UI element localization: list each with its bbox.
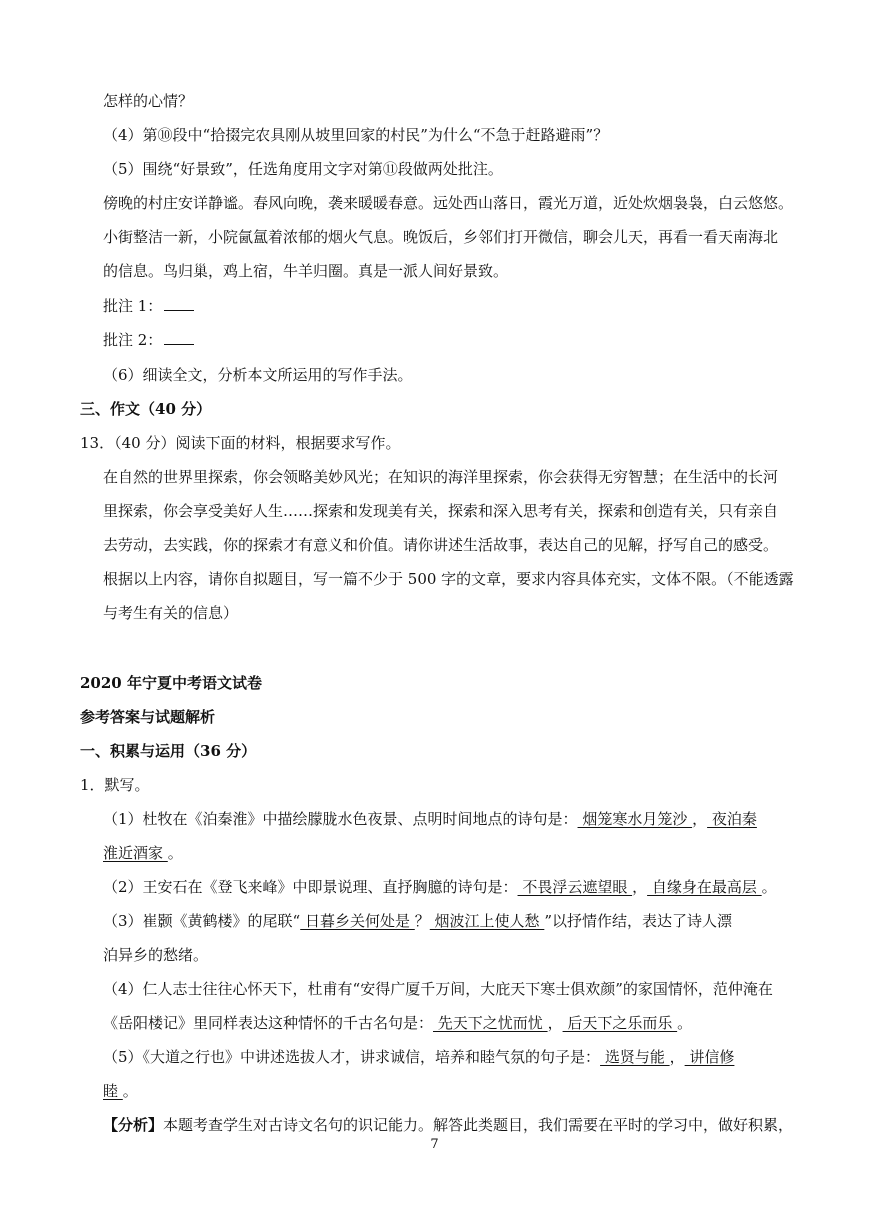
note-2-blank[interactable] xyxy=(164,330,194,345)
answers-title: 2020 年宁夏中考语文试卷 xyxy=(80,674,262,692)
question-5: （5）围绕“好景致”，任选角度用文字对第⑪段做两处批注。 xyxy=(103,160,503,178)
answer-3-line-2: 泊异乡的愁绪。 xyxy=(103,946,209,964)
answer-3-blank-1: 日暮乡关何处是 xyxy=(300,912,415,930)
material-line-2: 里探索，你会享受美好人生……探索和发现美有关，探索和深入思考有关，探索和创造有关，只有亲自 xyxy=(103,502,779,520)
analysis-text: 本题考查学生对古诗文名句的识记能力。解答此类题目，我们需要在平时的学习中，做好积累， xyxy=(163,1116,794,1134)
analysis-tag: 【分析】 xyxy=(103,1116,164,1134)
material-line-4: 根据以上内容，请你自拟题目，写一篇不少于 500 字的文章，要求内容具体充实，文体不限。（不能透露 xyxy=(103,570,794,588)
passage-line-2: 小街整洁一新，小院氤氲着浓郁的烟火气息。晚饭后，乡邻们打开微信，聊会儿天，再看一看天南海北 xyxy=(103,228,779,246)
answer-3-post: ”以抒情作结，表达了诗人漂 xyxy=(544,912,732,930)
answer-5-separator: ， xyxy=(669,1048,685,1066)
answer-5-prompt: （5）《大道之行也》中讲述选拔人才，讲求诚信，培养和睦气氛的句子是： xyxy=(103,1048,601,1066)
answer-5-end: 。 xyxy=(122,1082,138,1100)
answer-4-prompt: 《岳阳楼记》里同样表达这种情怀的千古名句是： xyxy=(103,1014,434,1032)
note-1-label: 批注 1： xyxy=(103,297,163,315)
passage-line-3: 的信息。鸟归巢，鸡上宿，牛羊归圈。真是一派人间好景致。 xyxy=(103,262,509,280)
answer-4-end: 。 xyxy=(677,1014,693,1032)
analysis xyxy=(103,1115,793,1135)
answer-3-mid: ？ xyxy=(414,912,430,930)
answer-1-line-2 xyxy=(103,843,183,863)
note-1-blank[interactable] xyxy=(164,296,194,311)
answer-2-separator: ， xyxy=(632,878,648,896)
question-1: 1．默写。 xyxy=(80,776,150,794)
note-2 xyxy=(103,330,194,350)
answer-3-blank-2: 烟波江上使人愁 xyxy=(429,912,545,930)
answer-1-end: 。 xyxy=(167,844,183,862)
note-1 xyxy=(103,296,194,316)
answer-2-prompt: （2）王安石在《登飞来峰》中即景说理、直抒胸臆的诗句是： xyxy=(103,878,518,896)
q3-tail: 怎样的心情？ xyxy=(103,92,194,110)
note-2-label: 批注 2： xyxy=(103,331,163,349)
question-6: （6）细读全文，分析本文所运用的写作手法。 xyxy=(103,366,413,384)
question-4: （4）第⑩段中“拾掇完农具刚从坡里回家的村民”为什么“不急于赶路避雨”？ xyxy=(103,126,609,144)
answer-2 xyxy=(103,877,777,897)
essay-heading: 三、作文（40 分） xyxy=(80,400,212,418)
answer-5-line-2 xyxy=(103,1081,138,1101)
section-1-heading: 一、积累与运用（36 分） xyxy=(80,742,257,760)
answer-1-blank-1: 烟笼寒水月笼沙 xyxy=(577,810,693,828)
answer-5-line-1 xyxy=(103,1047,734,1067)
page-number: 7 xyxy=(430,1137,439,1152)
answer-4-separator: ， xyxy=(547,1014,563,1032)
answer-2-blank-2: 自缘身在最高层 xyxy=(647,878,762,896)
answer-1-prompt: （1）杜牧在《泊秦淮》中描绘朦胧水色夜景、点明时间地点的诗句是： xyxy=(103,810,578,828)
answer-4-blank-2: 后天下之乐而乐 xyxy=(562,1014,678,1032)
answer-3-prompt: （3）崔颢《黄鹤楼》的尾联“ xyxy=(103,912,301,930)
answer-5-blank-2b: 睦 xyxy=(103,1082,123,1100)
question-13: 13．（40 分）阅读下面的材料，根据要求写作。 xyxy=(80,434,401,452)
passage-line-1: 傍晚的村庄安详静谧。春风向晚，袭来暖暖春意。远处西山落日，霞光万道，近处炊烟袅袅，白云悠悠。 xyxy=(103,194,794,212)
answer-2-blank-1: 不畏浮云遮望眼 xyxy=(517,878,633,896)
answer-2-end: 。 xyxy=(761,878,777,896)
answer-4-line-2 xyxy=(103,1013,692,1033)
answer-1-blank-2a: 夜泊秦 xyxy=(707,810,757,828)
material-line-5: 与考生有关的信息） xyxy=(103,604,239,622)
answer-1-separator: ， xyxy=(692,810,708,828)
answer-5-blank-1: 选贤与能 xyxy=(600,1048,670,1066)
answers-subtitle: 参考答案与试题解析 xyxy=(80,708,216,726)
material-line-1: 在自然的世界里探索，你会领略美妙风光；在知识的海洋里探索，你会获得无穷智慧；在生活中的长河 xyxy=(103,468,779,486)
material-line-3: 去劳动，去实践，你的探索才有意义和价值。请你讲述生活故事，表达自己的见解，抒写自己的感受。 xyxy=(103,536,779,554)
answer-4-blank-1: 先天下之忧而忧 xyxy=(433,1014,548,1032)
answer-4-line-1: （4）仁人志士往往心怀天下，杜甫有“安得广厦千万间，大庇天下寒士俱欢颜”的家国情怀，范仲淹在 xyxy=(103,980,773,998)
answer-1-blank-2b: 淮近酒家 xyxy=(103,844,168,862)
answer-5-blank-2a: 讲信修 xyxy=(684,1048,735,1066)
answer-1-line-1 xyxy=(103,809,757,829)
answer-3-line-1 xyxy=(103,911,732,931)
